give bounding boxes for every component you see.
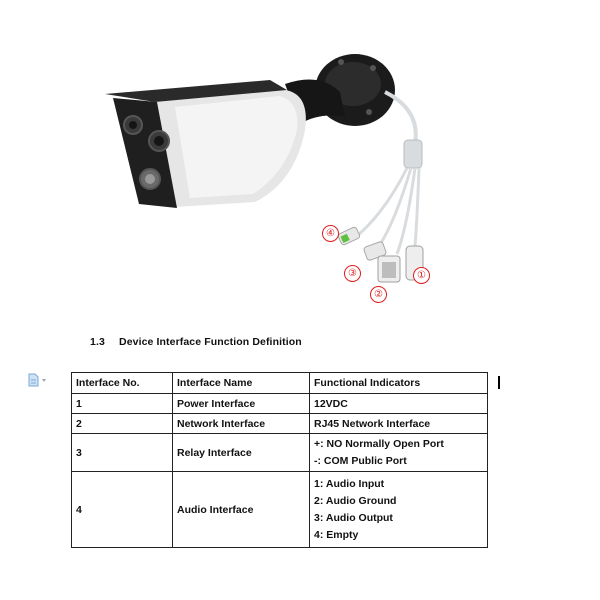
cell-indicators	[310, 472, 488, 548]
bullet-camera-image	[95, 32, 455, 322]
indicator-line: 1: Audio Input	[314, 477, 385, 490]
section-number: 1.3	[90, 336, 105, 348]
cell-no: 4	[72, 472, 173, 548]
callout-3: ③	[344, 265, 361, 282]
callout-1: ①	[413, 267, 430, 284]
table-header-row	[72, 373, 488, 394]
header-interface-no: Interface No.	[72, 373, 173, 394]
section-heading	[90, 336, 302, 348]
interface-table	[71, 372, 488, 548]
cell-no: 2	[72, 414, 173, 434]
cell-name: Power Interface	[173, 394, 310, 414]
table-row	[72, 434, 488, 472]
indicator-line: +: NO Normally Open Port	[314, 437, 444, 450]
cell-name: Network Interface	[173, 414, 310, 434]
camera-figure	[95, 32, 455, 322]
indicator-line: -: COM Public Port	[314, 454, 407, 467]
cell-no: 3	[72, 434, 173, 472]
callout-2: ②	[370, 286, 387, 303]
text-cursor	[498, 376, 500, 389]
table-row	[72, 414, 488, 434]
indicator-line: 2: Audio Ground	[314, 494, 397, 507]
table-row	[72, 472, 488, 548]
section-title: Device Interface Function Definition	[119, 336, 302, 348]
cell-no: 1	[72, 394, 173, 414]
cell-indicator: RJ45 Network Interface	[310, 414, 488, 434]
document-icon[interactable]	[28, 373, 42, 387]
header-interface-name: Interface Name	[173, 373, 310, 394]
callout-4: ④	[322, 225, 339, 242]
cell-name: Audio Interface	[173, 472, 310, 548]
cell-name: Relay Interface	[173, 434, 310, 472]
cell-indicator: 12VDC	[310, 394, 488, 414]
indicator-line: 3: Audio Output	[314, 511, 393, 524]
header-functional-indicators: Functional Indicators	[310, 373, 488, 394]
chevron-down-icon	[42, 379, 46, 382]
indicator-line: 4: Empty	[314, 528, 359, 541]
table-row	[72, 394, 488, 414]
cell-indicators	[310, 434, 488, 472]
